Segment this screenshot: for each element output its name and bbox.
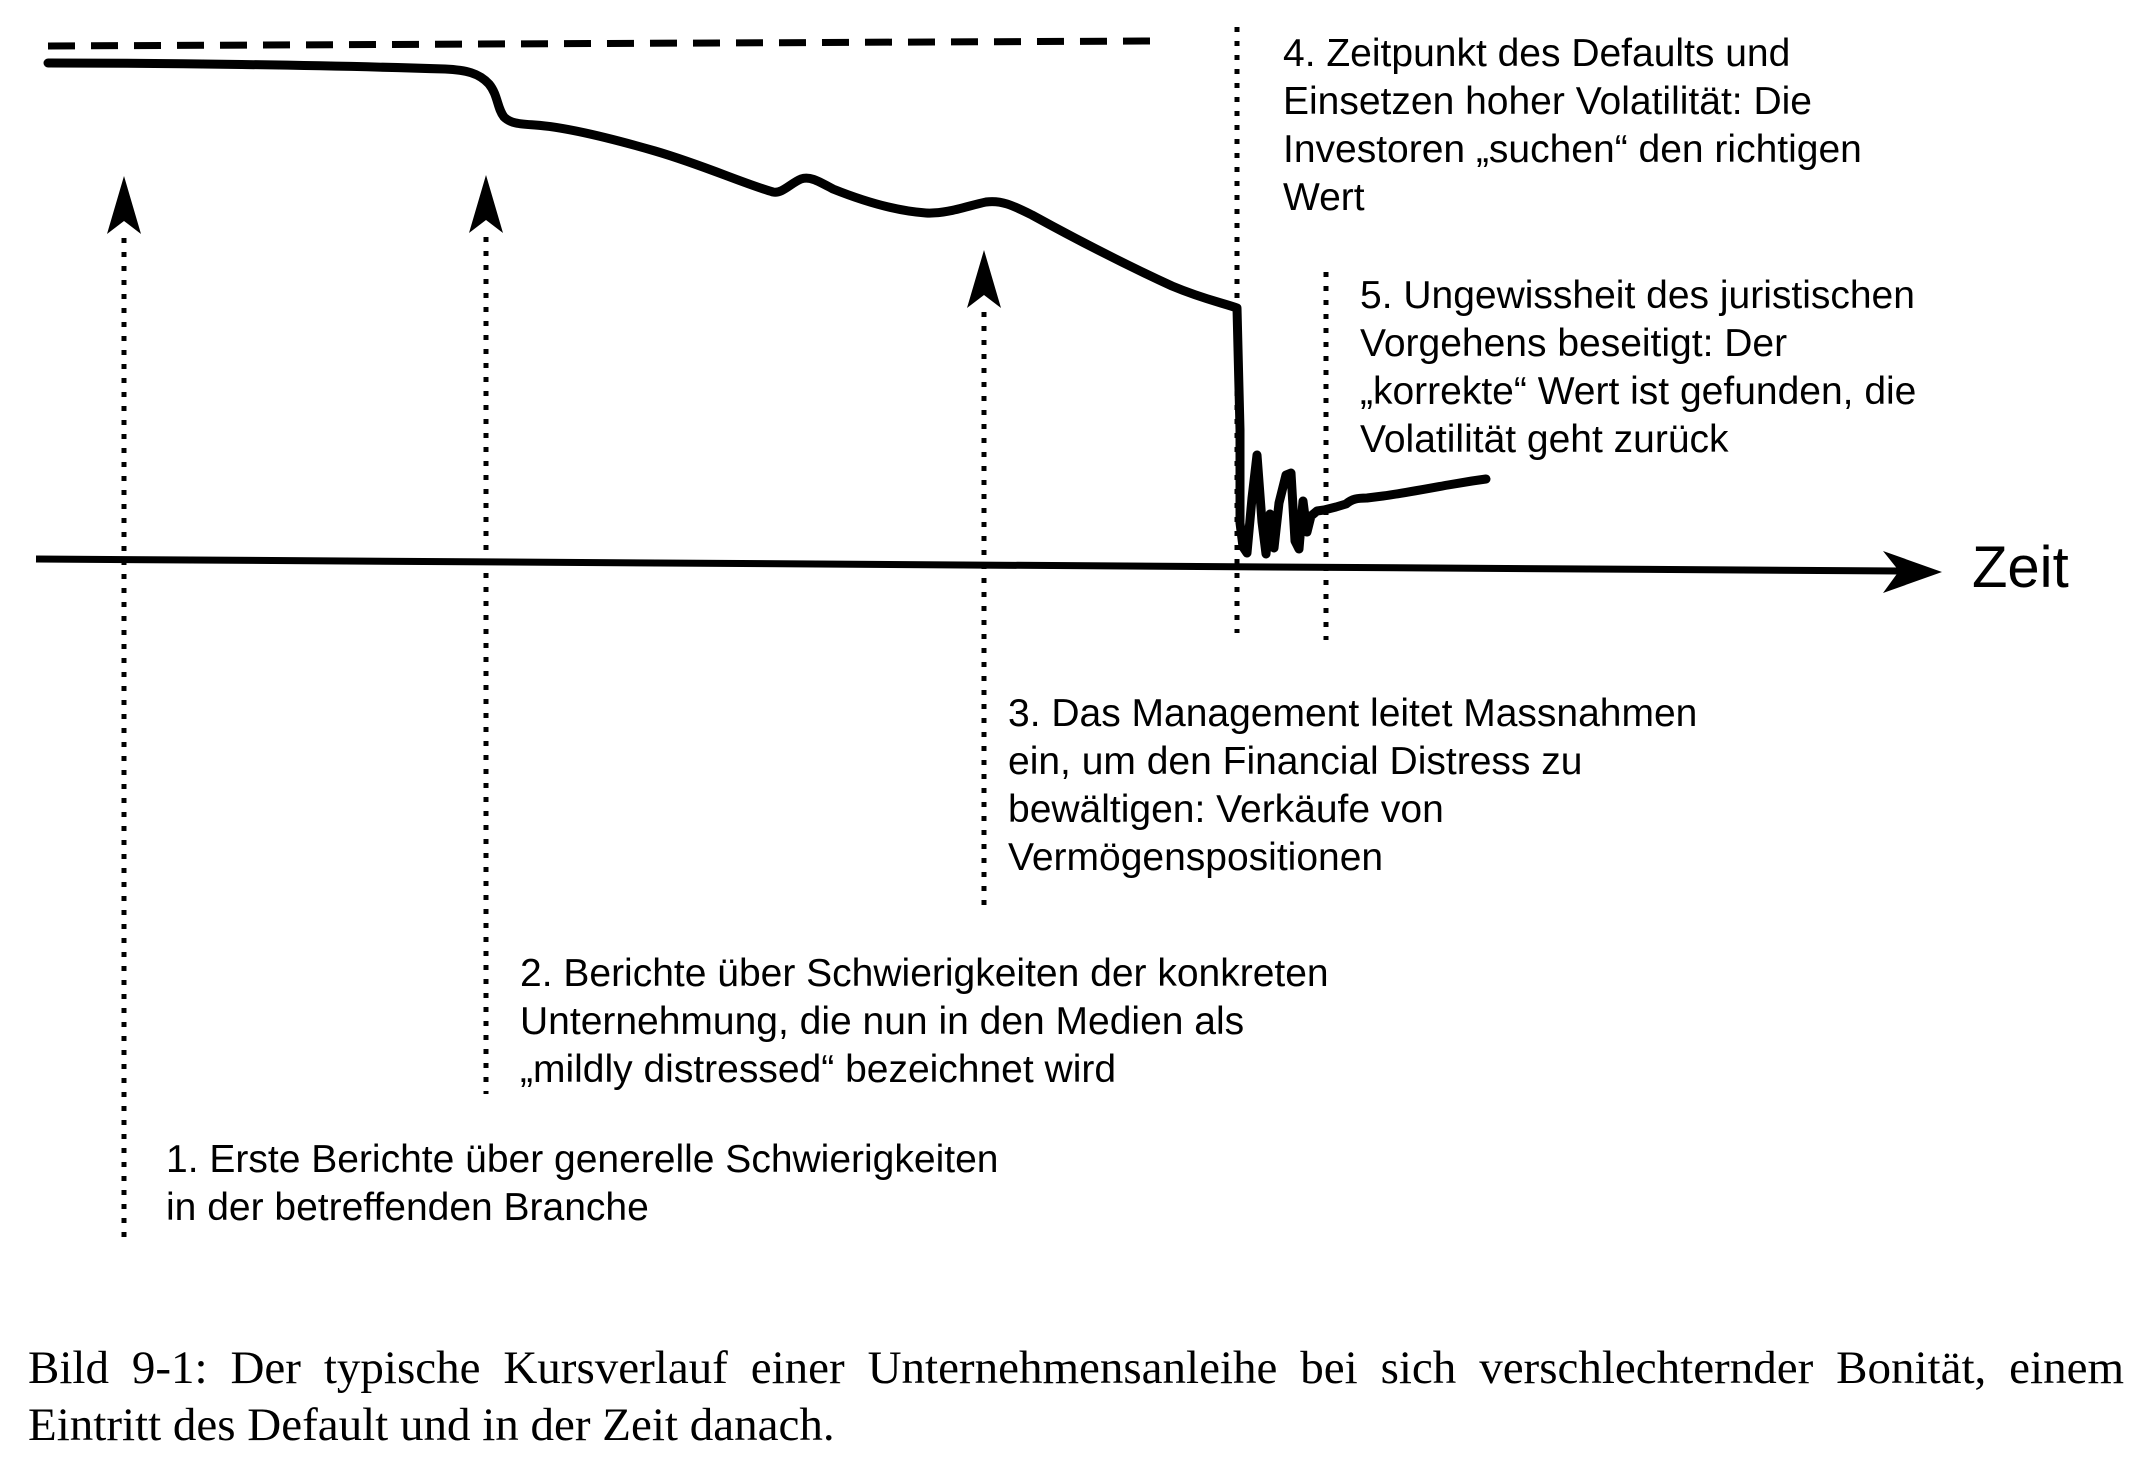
annotation-line: 5. Ungewissheit des juristischen xyxy=(1360,274,1915,317)
annotation-line: Wert xyxy=(1283,176,1365,219)
annotation-2-company-reports xyxy=(520,950,1329,1094)
annotation-line: 2. Berichte über Schwierigkeiten der konkreten xyxy=(520,952,1329,995)
caption-line: Eintritt des Default und in der Zeit danach. xyxy=(28,1399,835,1451)
annotation-line: Einsetzen hoher Volatilität: Die xyxy=(1283,80,1812,123)
time-axis-label: Zeit xyxy=(1972,535,2069,600)
annotation-line: 1. Erste Berichte über generelle Schwierigkeiten xyxy=(166,1138,999,1181)
annotation-line: in der betreffenden Branche xyxy=(166,1186,649,1229)
annotation-line: Volatilität geht zurück xyxy=(1360,418,1729,461)
time-axis xyxy=(36,559,1900,571)
annotation-line: „korrekte“ Wert ist gefunden, die xyxy=(1360,370,1917,413)
event-3-up-arrowhead-icon xyxy=(967,250,1001,308)
annotation-line: 4. Zeitpunkt des Defaults und xyxy=(1283,32,1791,75)
annotation-line: Unternehmung, die nun in den Medien als xyxy=(520,1000,1245,1043)
annotation-line: Investoren „suchen“ den richtigen xyxy=(1283,128,1862,171)
annotation-line: Vermögenspositionen xyxy=(1008,836,1384,879)
price-curve xyxy=(48,63,1486,554)
annotation-4-default-volatility xyxy=(1283,30,1862,222)
event-2-up-arrowhead-icon xyxy=(469,175,503,233)
annotation-line: Vorgehens beseitigt: Der xyxy=(1360,322,1788,365)
annotation-line: ein, um den Financial Distress zu xyxy=(1008,740,1583,783)
caption-line: Bild 9-1: Der typische Kursverlauf einer Unternehmensanleihe bei sich verschlechternder Bonität, einem xyxy=(28,1342,2124,1394)
annotation-3-management-measures xyxy=(1008,690,1697,882)
event-1-up-arrowhead-icon xyxy=(107,176,141,234)
figure-caption xyxy=(28,1340,2124,1454)
annotation-1-industry-reports xyxy=(166,1136,998,1232)
annotation-line: „mildly distressed“ bezeichnet wird xyxy=(520,1048,1117,1091)
annotation-5-uncertainty-removed xyxy=(1360,272,1916,464)
par-value-dashed-line xyxy=(48,41,1152,46)
annotation-line: bewältigen: Verkäufe von xyxy=(1008,788,1444,831)
annotation-line: 3. Das Management leitet Massnahmen xyxy=(1008,692,1698,735)
